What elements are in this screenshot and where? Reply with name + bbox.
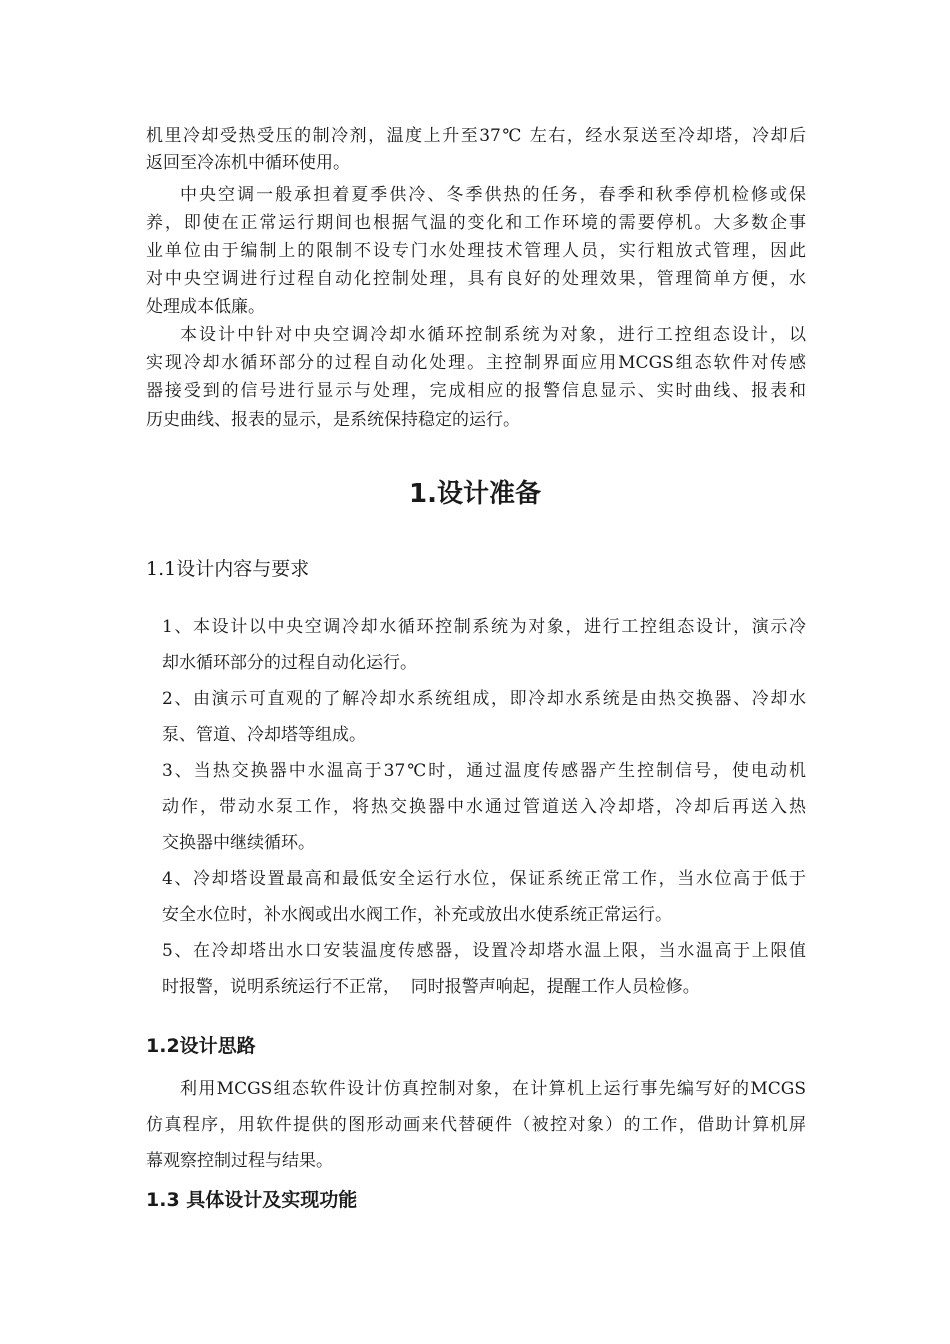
req-item-3-line2: 动作，带动水泵工作，将热交换器中水通过管道送入冷却塔，冷却后再送入热 <box>162 797 806 817</box>
req-item-1-line1: 1、本设计以中央空调冷却水循环控制系统为对象，进行工控组态设计，演示冷 <box>162 617 806 637</box>
req-item-3-line1: 3、当热交换器中水温高于37℃时，通过温度传感器产生控制信号，使电动机 <box>162 761 806 781</box>
design-idea-line2: 仿真程序，用软件提供的图形动画来代替硬件（被控对象）的工作，借助计算机屏 <box>146 1115 806 1135</box>
req-item-5-line1: 5、在冷却塔出水口安装温度传感器，设置冷却塔水温上限，当水温高于上限值 <box>162 941 806 961</box>
design-idea-line3: 幕观察控制过程与结果。 <box>146 1151 333 1171</box>
subsection-1-3-title: 1.3 具体设计及实现功能 <box>146 1189 358 1211</box>
intro-p2-line5: 处理成本低廉。 <box>146 297 265 317</box>
intro-p3-line4: 历史曲线、报表的显示，是系统保持稳定的运行。 <box>146 410 520 430</box>
intro-p2-line4: 对中央空调进行过程自动化控制处理，具有良好的处理效果，管理简单方便，水 <box>146 269 806 289</box>
section-heading: 1.设计准备 <box>409 479 541 509</box>
intro-p2-line3: 业单位由于编制上的限制不设专门水处理技术管理人员，实行粗放式管理，因此 <box>146 241 806 261</box>
design-idea-line1: 利用MCGS组态软件设计仿真控制对象，在计算机上运行事先编写好的MCGS <box>180 1079 806 1099</box>
req-item-2-line1: 2、由演示可直观的了解冷却水系统组成，即冷却水系统是由热交换器、冷却水 <box>162 689 806 709</box>
subsection-1-1-title: 1.1设计内容与要求 <box>146 558 310 580</box>
subsection-1-2-title: 1.2设计思路 <box>146 1035 256 1057</box>
req-item-2-line2: 泵、管道、冷却塔等组成。 <box>162 725 366 745</box>
req-item-3-line3: 交换器中继续循环。 <box>162 833 315 853</box>
req-item-4-line1: 4、冷却塔设置最高和最低安全运行水位，保证系统正常工作，当水位高于低于 <box>162 869 806 889</box>
intro-p3-line3: 器接受到的信号进行显示与处理，完成相应的报警信息显示、实时曲线、报表和 <box>146 381 806 401</box>
intro-p3-line1: 本设计中针对中央空调冷却水循环控制系统为对象，进行工控组态设计，以 <box>180 325 806 345</box>
req-item-5-line2: 时报警，说明系统运行不正常， 同时报警声响起，提醒工作人员检修。 <box>162 977 700 997</box>
intro-p2-line2: 养，即使在正常运行期间也根据气温的变化和工作环境的需要停机。大多数企事 <box>146 213 806 233</box>
req-item-4-line2: 安全水位时，补水阀或出水阀工作，补充或放出水使系统正常运行。 <box>162 905 672 925</box>
req-item-1-line2: 却水循环部分的过程自动化运行。 <box>162 653 417 673</box>
intro-p1-line2: 返回至冷冻机中循环使用。 <box>146 153 350 173</box>
intro-p3-line2: 实现冷却水循环部分的过程自动化处理。主控制界面应用MCGS组态软件对传感 <box>146 353 806 373</box>
intro-p2-line1: 中央空调一般承担着夏季供冷、冬季供热的任务，春季和秋季停机检修或保 <box>180 185 806 205</box>
intro-p1-line1: 机里冷却受热受压的制冷剂，温度上升至37℃ 左右，经水泵送至冷却塔，冷却后 <box>146 126 806 146</box>
